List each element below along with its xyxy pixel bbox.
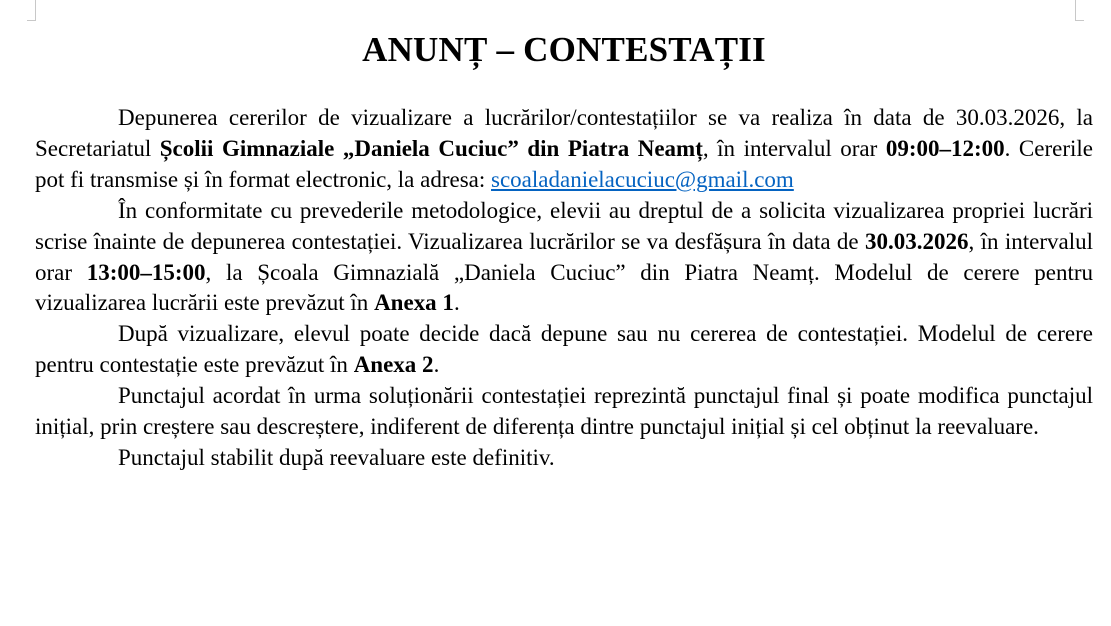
paragraph-text: . Cererile pot fi transmise și în format electronic, la adresa: [35,135,1093,192]
paragraph-text: În conformitate cu prevederile metodologice, elevii au dreptul de a solicita vizualizarea propriei lucrări scrise înainte de depunerea contestației. Vizualizarea lucrărilor se va desfășura în data de [35,197,1093,254]
document-body [35,103,1093,474]
paragraph-text: , în intervalul orar [702,135,886,161]
paragraph-text: . [453,290,460,316]
paragraph-submission [35,103,1093,196]
paragraph-final-score: Punctajul acordat în urma soluționării contestației reprezintă punctajul final și poate modifica punctajul inițial, prin creștere sau descreștere, indiferent de diferența dintre punctajul inițial și cel obținut la reevaluare. [35,383,1093,440]
viewing-date: 30.03.2026 [864,228,969,254]
paragraph-text: Depunerea cererilor de vizualizare a lucrărilor/contestațiilor se va realiza în data de 30.03.2026, la Secretariatul [35,105,1093,161]
document-page [35,22,1093,474]
paragraph-text: , la Școala Gimnazială „Daniela Cuciuc” din Piatra Neamț. Modelul de cerere pentru vizualizarea lucrării este prevăzut în [35,259,1093,316]
paragraph-decision [35,319,1093,381]
page-margin-mark-left [27,0,36,21]
paragraph-viewing [35,196,1093,320]
paragraph-definitive: Punctajul stabilit după reevaluare este definitiv. [118,444,555,470]
page-title: ANUNȚ – CONTESTAȚII [362,30,766,69]
submission-hours: 09:00–12:00 [885,135,1005,161]
annex-2-reference: Anexa 2 [353,352,434,378]
paragraph-text: După vizualizare, elevul poate decide dacă depune sau nu cererea de contestației. Modelul de cerere pentru contestație este prevăzut în [35,321,1093,378]
viewing-hours: 13:00–15:00 [86,259,206,285]
paragraph-text: , în intervalul orar [35,228,1093,285]
page-margin-mark-right [1075,0,1084,21]
paragraph-text: . [433,352,440,378]
school-name: Școlii Gimnaziale „Daniela Cuciuc” din Piatra Neamț [159,135,703,161]
annex-1-reference: Anexa 1 [374,290,454,316]
email-link[interactable]: scoaladanielacuciuc@gmail.com [491,166,794,192]
